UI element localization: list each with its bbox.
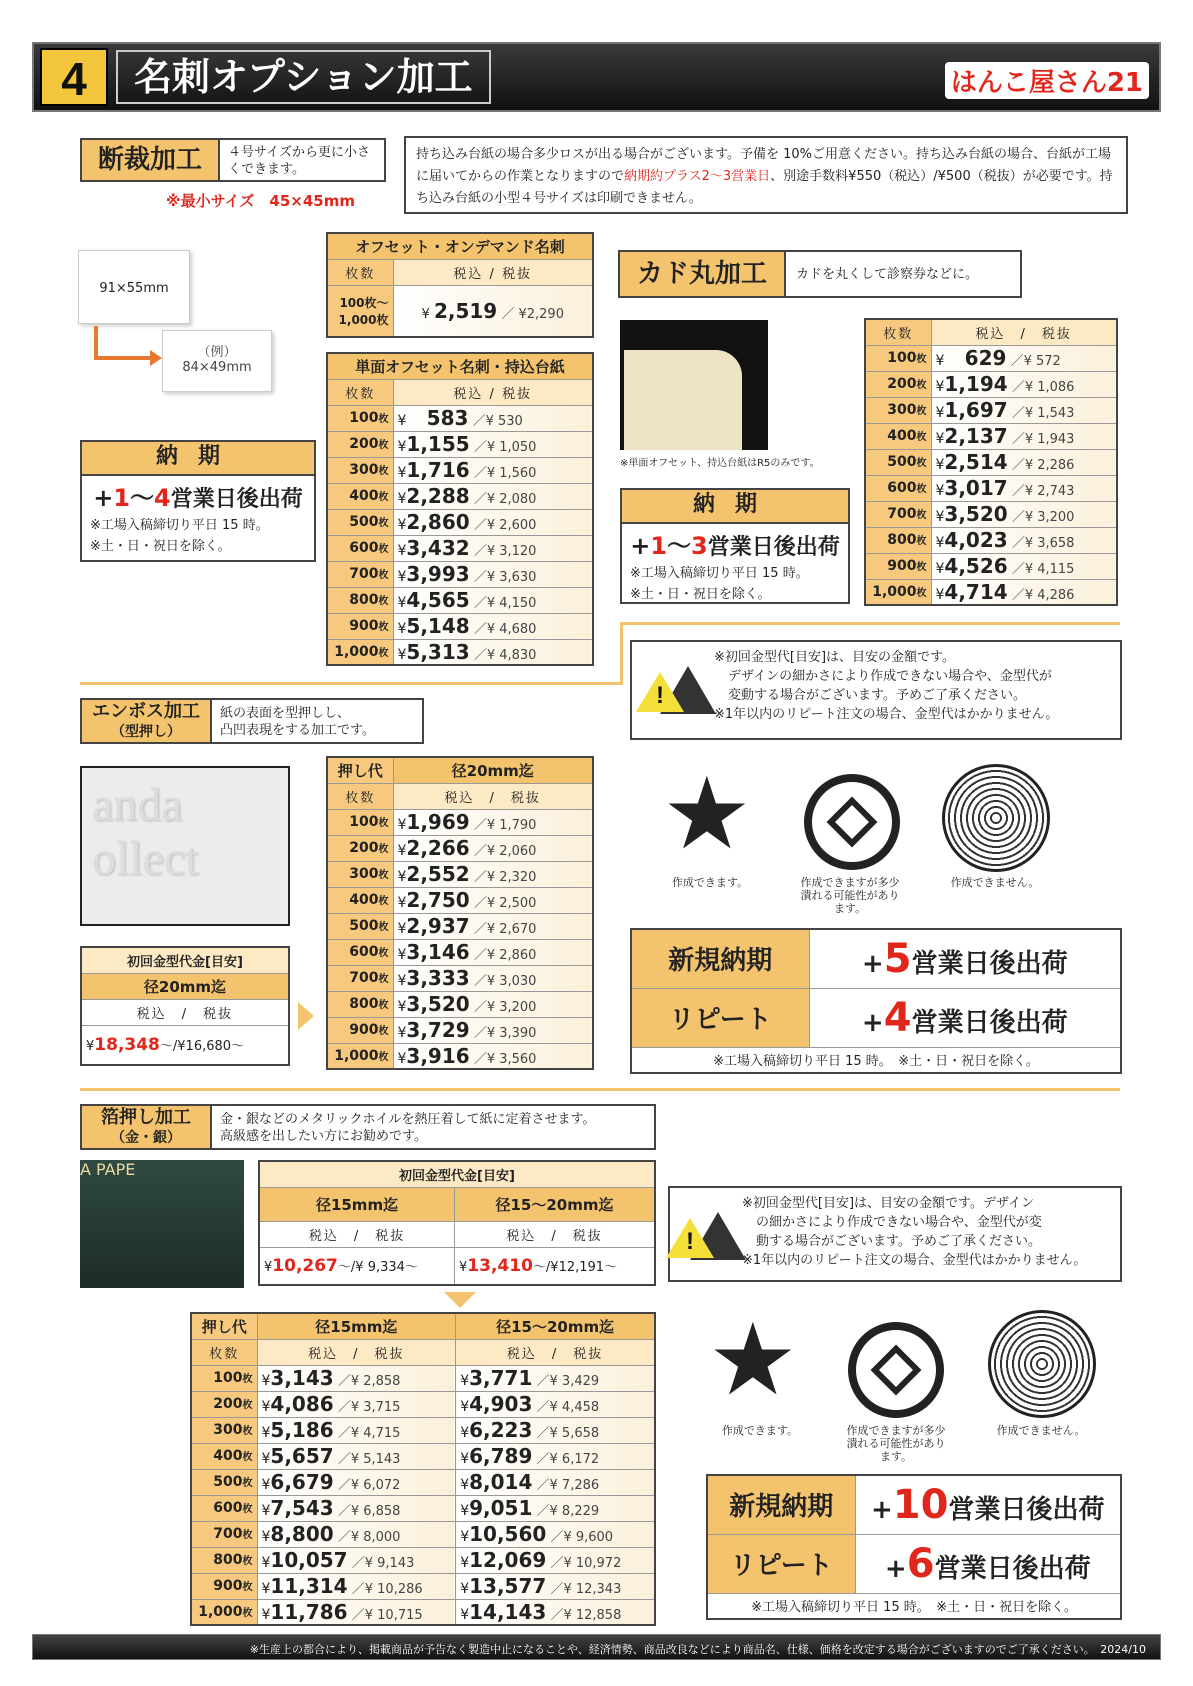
table-row [327, 587, 593, 613]
table-row [327, 509, 593, 535]
emboss-delivery-table: 新規納期 +5営業日後出荷 リピート +4営業日後出荷 ※工場入稿締切り平日 15 時。 ※土・日・祝日を除く。 [630, 928, 1122, 1074]
icon-caption-ok: 作成できます。 [671, 876, 749, 889]
qty-cell: 200枚 [191, 1391, 257, 1417]
price-cell: ¥6,223 ／¥ 5,658 [456, 1417, 655, 1443]
price-cell: ¥11,314 ／¥ 10,286 [257, 1573, 456, 1599]
corner-label: カド丸加工 [618, 250, 786, 298]
emboss-photo: anda ollect [80, 766, 290, 926]
page-title: 名刺オプション加工 [116, 50, 491, 104]
price-cell: ¥9,051 ／¥ 8,229 [456, 1495, 655, 1521]
price-cell: ¥5,186 ／¥ 4,715 [257, 1417, 456, 1443]
qty-cell: 300枚 [865, 397, 931, 423]
table-row [327, 1043, 593, 1069]
icon-caption-maybe: 作成できますが多少潰れる可能性があります。 [800, 876, 900, 915]
table-row [327, 939, 593, 965]
table-row [865, 527, 1117, 553]
price-cell: ¥7,543 ／¥ 6,858 [257, 1495, 456, 1521]
warning-box-emboss: ! ※初回金型代[目安]は、目安の金額です。 デザインの細かさにより作成できない場合や、金型代が 変動する場合がございます。予めご了承ください。 ※1年以内のリピート注文の場合、金型代はかかりません。 [630, 640, 1122, 740]
price-cell: ¥6,679 ／¥ 6,072 [257, 1469, 456, 1495]
table-row [327, 887, 593, 913]
qty-cell: 1,000枚 [865, 579, 931, 605]
price-cell: ¥ 583 ／¥ 530 [393, 405, 593, 431]
qty-cell: 700枚 [327, 965, 393, 991]
icon-caption-ng: 作成できません。 [996, 1424, 1086, 1437]
table-row [865, 397, 1117, 423]
price-cell: ¥3,771 ／¥ 3,429 [456, 1365, 655, 1391]
qty-cell: 300枚 [327, 457, 393, 483]
table-row [191, 1391, 655, 1417]
price-cell: ¥2,288 ／¥ 2,080 [393, 483, 593, 509]
qty-cell: 700枚 [327, 561, 393, 587]
price-cell: ¥2,266 ／¥ 2,060 [393, 835, 593, 861]
price-cell: ¥3,729 ／¥ 3,390 [393, 1017, 593, 1043]
price-cell: ¥14,143 ／¥ 12,858 [456, 1599, 655, 1625]
qty-cell: 600枚 [327, 939, 393, 965]
price-cell: ¥ 629 ／¥ 572 [931, 345, 1117, 371]
table-row [191, 1521, 655, 1547]
arrow-down-icon [444, 1292, 476, 1308]
corner-price-table: 枚数 税込 / 税抜 100枚 ¥ 629 ／¥ 572 200枚 ¥1,194 ／¥ 1,086 300枚 ¥1,697 ／¥ 1,543 400枚 ¥2,137 ／¥ 1,943 500枚 ¥2,514 ／¥ 2,286 600枚 ¥3,017 ／¥ 2,743 700枚 ¥3,520 ／¥ 3,200 800枚 ¥4,023 ／¥ 3,658 900枚 ¥4,526 ／¥ 4,115 1,000枚 ¥4,714 ／¥ 4,286 [864, 318, 1118, 606]
table-row [327, 913, 593, 939]
diamond-crest-icon [804, 774, 900, 870]
price-cell: ¥4,714 ／¥ 4,286 [931, 579, 1117, 605]
card-big: 91×55mm [78, 250, 190, 324]
price-cell: ¥10,057 ／¥ 9,143 [257, 1547, 456, 1573]
table-row [865, 475, 1117, 501]
qty-cell: 500枚 [327, 913, 393, 939]
emboss-price-table: 押し代 径20mm迄 枚数 税込 / 税抜 100枚 ¥1,969 ／¥ 1,790 200枚 ¥2,266 ／¥ 2,060 300枚 ¥2,552 ／¥ 2,320 400枚 ¥2,750 ／¥ 2,500 500枚 ¥2,937 ／¥ 2,670 600枚 ¥3,146 ／¥ 2,860 700枚 ¥3,333 ／¥ 3,030 800枚 ¥3,520 ／¥ 3,200 900枚 ¥3,729 ／¥ 3,390 1,000枚 ¥3,916 ／¥ 3,560 [326, 756, 594, 1070]
divider [80, 682, 623, 685]
foil-photo: A PAPE [80, 1160, 244, 1288]
price-cell: ¥1,194 ／¥ 1,086 [931, 371, 1117, 397]
price-cell: ¥2,750 ／¥ 2,500 [393, 887, 593, 913]
qty-cell: 1,000枚 [327, 1043, 393, 1069]
corner-photo-note: ※単面オフセット、持込台紙はR5のみです。 [620, 458, 820, 469]
price-cell: ¥1,969 ／¥ 1,790 [393, 809, 593, 835]
qty-cell: 400枚 [327, 483, 393, 509]
qty-cell: 500枚 [865, 449, 931, 475]
table-row [327, 991, 593, 1017]
table-row [865, 423, 1117, 449]
table-row [327, 535, 593, 561]
foil-desc: 金・銀などのメタリックホイルを熱圧着して紙に定着させます。 高級感を出したい方にお勧めです。 [210, 1104, 656, 1150]
table-row [191, 1443, 655, 1469]
icon-caption-ng: 作成できません。 [950, 876, 1040, 889]
price-cell: ¥3,333 ／¥ 3,030 [393, 965, 593, 991]
qty-cell: 900枚 [191, 1573, 257, 1599]
price-cell: ¥4,526 ／¥ 4,115 [931, 553, 1117, 579]
price-cell: ¥1,716 ／¥ 1,560 [393, 457, 593, 483]
qty-cell: 1,000枚 [327, 639, 393, 665]
cutting-delivery: 納期 +1～4営業日後出荷 ※工場入稿締切り平日 15 時。 ※土・日・祝日を除く。 [80, 440, 316, 562]
qty-cell: 900枚 [865, 553, 931, 579]
emboss-label: エンボス加工 （型押し） [80, 698, 212, 744]
qty-cell: 300枚 [191, 1417, 257, 1443]
bird-crest-icon [942, 764, 1050, 872]
price-cell: ¥3,017 ／¥ 2,743 [931, 475, 1117, 501]
qty-cell: 800枚 [191, 1547, 257, 1573]
icon-caption-ok: 作成できます。 [721, 1424, 799, 1437]
price-cell: ¥3,916 ／¥ 3,560 [393, 1043, 593, 1069]
star-icon: ★ [708, 1301, 798, 1418]
qty-cell: 700枚 [865, 501, 931, 527]
price-cell: ¥4,565 ／¥ 4,150 [393, 587, 593, 613]
star-icon: ★ [662, 755, 752, 872]
qty-cell: 500枚 [191, 1469, 257, 1495]
warning-icon: ! [660, 666, 716, 714]
qty-cell: 600枚 [327, 535, 393, 561]
price-cell: ¥2,552 ／¥ 2,320 [393, 861, 593, 887]
qty-cell: 100枚 [327, 405, 393, 431]
price-cell: ¥1,697 ／¥ 1,543 [931, 397, 1117, 423]
emboss-mold-table: 初回金型代金[目安] 径20mm迄 税込 / 税抜 ¥18,348～/¥16,680～ [80, 946, 290, 1066]
qty-cell: 1,000枚 [191, 1599, 257, 1625]
arrow-line [94, 326, 98, 360]
cutting-note: 持ち込み台紙の場合多少ロスが出る場合がございます。予備を 10%ご用意ください。持ち込み台紙の場合、台紙が工場に届いてからの作業となりますので納期約プラス2～3営業日、別途手数料¥550（税込）/¥500（税抜）が必要です。持ち込み台紙の小型４号サイズは印刷できません。 [404, 136, 1128, 214]
price-cell: ¥1,155 ／¥ 1,050 [393, 431, 593, 457]
foil-price-table: 押し代 径15mm迄 径15～20mm迄 枚数 税込 / 税抜 税込 / 税抜 100枚 ¥3,143 ／¥ 2,858 ¥3,771 ／¥ 3,429 200枚 ¥4,086 ／¥ 3,715 ¥4,903 ／¥ 4,458 300枚 ¥5,186 ／¥ 4,715 ¥6,223 ／¥ 5,658 400枚 ¥5,657 ／¥ 5,143 ¥6,789 ／¥ 6,172 500枚 ¥6,679 ／¥ 6,072 ¥8,014 ／¥ 7,286 600枚 ¥7,543 ／¥ 6,858 ¥9,051 ／¥ 8,229 700枚 ¥8,800 ／¥ 8,000 ¥10,560 ／¥ 9,600 800枚 ¥10,057 ／¥ 9,143 ¥12,069 ／¥ 10,972 900枚 ¥11,314 ／¥ 10,286 ¥13,577 ／¥ 12,343 1,000枚 ¥11,786 ／¥ 10,715 ¥14,143 ／¥ 12,858 [190, 1312, 656, 1626]
table-row [865, 345, 1117, 371]
foil-delivery-table: 新規納期 +10営業日後出荷 リピート +6営業日後出荷 ※工場入稿締切り平日 15 時。 ※土・日・祝日を除く。 [706, 1474, 1122, 1620]
qty-cell: 900枚 [327, 1017, 393, 1043]
foil-label: 箔押し加工 （金・銀） [80, 1104, 212, 1150]
table-row [191, 1547, 655, 1573]
qty-cell: 800枚 [327, 587, 393, 613]
qty-cell: 400枚 [327, 887, 393, 913]
table-row [865, 579, 1117, 605]
qty-cell: 400枚 [865, 423, 931, 449]
price-cell: ¥5,657 ／¥ 5,143 [257, 1443, 456, 1469]
price-cell: ¥2,514 ／¥ 2,286 [931, 449, 1117, 475]
qty-cell: 100枚 [865, 345, 931, 371]
table-row [191, 1495, 655, 1521]
section-number: 4 [40, 48, 108, 106]
table-row [327, 965, 593, 991]
divider [620, 622, 623, 684]
qty-cell: 200枚 [327, 835, 393, 861]
divider [620, 622, 1120, 625]
cutting-label: 断裁加工 [80, 138, 220, 182]
table-row [191, 1469, 655, 1495]
emboss-desc: 紙の表面を型押しし、 凸凹表現をする加工です。 [210, 698, 424, 744]
table-row [327, 809, 593, 835]
diamond-crest-icon [848, 1322, 944, 1418]
price-cell: ¥3,520 ／¥ 3,200 [393, 991, 593, 1017]
qty-cell: 100枚 [327, 809, 393, 835]
bird-crest-icon [988, 1310, 1096, 1418]
price-cell: ¥4,023 ／¥ 3,658 [931, 527, 1117, 553]
corner-desc: カドを丸くして診察券などに。 [784, 250, 1022, 298]
price-cell: ¥5,148 ／¥ 4,680 [393, 613, 593, 639]
table-row [327, 483, 593, 509]
price-cell: ¥3,520 ／¥ 3,200 [931, 501, 1117, 527]
price-cell: ¥10,560 ／¥ 9,600 [456, 1521, 655, 1547]
table-row [865, 371, 1117, 397]
table-row [191, 1573, 655, 1599]
price-cell: ¥6,789 ／¥ 6,172 [456, 1443, 655, 1469]
qty-cell: 800枚 [327, 991, 393, 1017]
table-row [327, 431, 593, 457]
divider [80, 1088, 1120, 1091]
arrow-right-icon [150, 350, 162, 366]
cutting-desc: ４号サイズから更に小さくできます。 [218, 138, 386, 182]
price-cell: ¥4,903 ／¥ 4,458 [456, 1391, 655, 1417]
table-row [327, 457, 593, 483]
table-row [327, 835, 593, 861]
price-cell: ¥12,069 ／¥ 10,972 [456, 1547, 655, 1573]
table-row [327, 405, 593, 431]
qty-cell: 600枚 [191, 1495, 257, 1521]
qty-cell: 700枚 [191, 1521, 257, 1547]
table-row [191, 1599, 655, 1625]
qty-cell: 200枚 [327, 431, 393, 457]
table-row [327, 639, 593, 665]
table-row [865, 501, 1117, 527]
card-small: （例） 84×49mm [162, 330, 272, 392]
price-cell: ¥8,014 ／¥ 7,286 [456, 1469, 655, 1495]
price-cell: ¥2,860 ／¥ 2,600 [393, 509, 593, 535]
qty-cell: 500枚 [327, 509, 393, 535]
table-row [191, 1417, 655, 1443]
offset-price-table: オフセット・オンデマンド名刺 枚数 税込 / 税抜 100枚～1,000枚 ¥ 2,519 ／ ¥2,290 [326, 232, 594, 338]
price-cell: ¥8,800 ／¥ 8,000 [257, 1521, 456, 1547]
price-cell: ¥3,432 ／¥ 3,120 [393, 535, 593, 561]
qty-cell: 600枚 [865, 475, 931, 501]
table-row [865, 449, 1117, 475]
brand-logo: はんこ屋さん21 [945, 62, 1149, 99]
icon-caption-maybe: 作成できますが多少潰れる可能性があります。 [846, 1424, 946, 1463]
price-cell: ¥2,137 ／¥ 1,943 [931, 423, 1117, 449]
cutting-min-size: ※最小サイズ 45×45mm [166, 192, 355, 210]
table-row [327, 561, 593, 587]
price-cell: ¥5,313 ／¥ 4,830 [393, 639, 593, 665]
table-row [327, 613, 593, 639]
table-row [327, 861, 593, 887]
price-cell: ¥3,993 ／¥ 3,630 [393, 561, 593, 587]
price-cell: ¥13,577 ／¥ 12,343 [456, 1573, 655, 1599]
qty-cell: 900枚 [327, 613, 393, 639]
qty-cell: 800枚 [865, 527, 931, 553]
price-cell: ¥11,786 ／¥ 10,715 [257, 1599, 456, 1625]
single-offset-price-table: 単面オフセット名刺・持込台紙 枚数 税込 / 税抜 100枚 ¥ 583 ／¥ 530 200枚 ¥1,155 ／¥ 1,050 300枚 ¥1,716 ／¥ 1,560 400枚 ¥2,288 ／¥ 2,080 500枚 ¥2,860 ／¥ 2,600 600枚 ¥3,432 ／¥ 3,120 700枚 ¥3,993 ／¥ 3,630 800枚 ¥4,565 ／¥ 4,150 900枚 ¥5,148 ／¥ 4,680 1,000枚 ¥5,313 ／¥ 4,830 [326, 352, 594, 666]
corner-delivery: 納期 +1～3営業日後出荷 ※工場入稿締切り平日 15 時。 ※土・日・祝日を除く。 [620, 488, 850, 604]
price-cell: ¥3,143 ／¥ 2,858 [257, 1365, 456, 1391]
qty-cell: 200枚 [865, 371, 931, 397]
qty-cell: 300枚 [327, 861, 393, 887]
table-row [191, 1365, 655, 1391]
warning-box-foil: ! ※初回金型代[目安]は、目安の金額です。デザイン の細かさにより作成できない場合や、金型代が変 動する場合がございます。予めご了承ください。 ※1年以内のリピート注文の場合、金型代はかかりません。 [668, 1186, 1122, 1282]
corner-photo [620, 320, 768, 450]
footer-disclaimer: ※生産上の都合により、掲載商品が予告なく製造中止になることや、経済情勢、商品改良などにより商品名、仕様、価格を改定する場合がございますのでご了承ください。 2024/10 [32, 1634, 1161, 1660]
table-row [327, 1017, 593, 1043]
qty-cell: 400枚 [191, 1443, 257, 1469]
price-cell: ¥3,146 ／¥ 2,860 [393, 939, 593, 965]
warning-icon: ! [690, 1212, 746, 1260]
arrow-line-h [94, 356, 152, 360]
price-cell: ¥2,937 ／¥ 2,670 [393, 913, 593, 939]
price-cell: ¥4,086 ／¥ 3,715 [257, 1391, 456, 1417]
foil-mold-table: 初回金型代金[目安] 径15mm迄 径15～20mm迄 税込 / 税抜 税込 / 税抜 ¥10,267～/¥ 9,334～ ¥13,410～/¥12,191～ [258, 1160, 656, 1286]
table-row [865, 553, 1117, 579]
qty-cell: 100枚 [191, 1365, 257, 1391]
arrow-right-icon [298, 1002, 314, 1030]
